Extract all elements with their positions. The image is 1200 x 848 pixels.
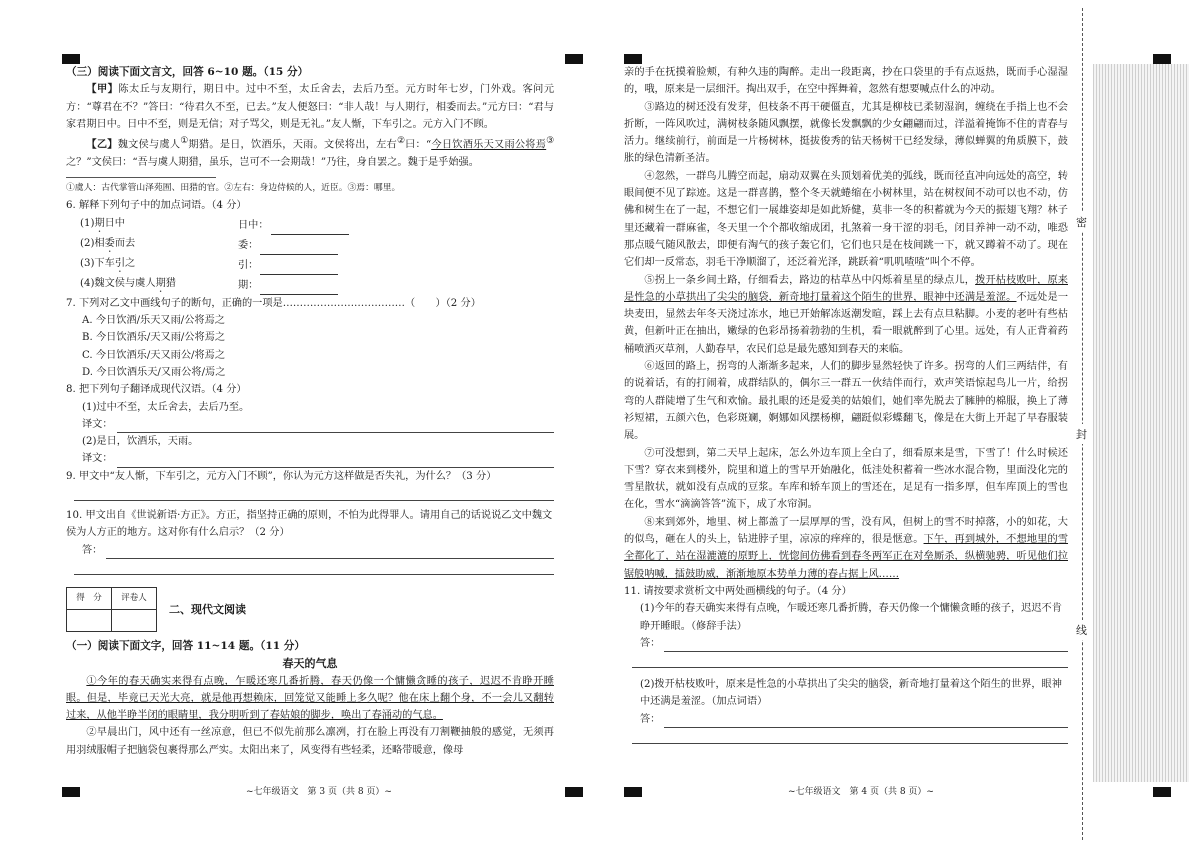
grader-cell[interactable] — [112, 609, 157, 631]
q10-answer-line[interactable] — [74, 559, 554, 575]
score-cell[interactable] — [67, 609, 112, 631]
option-b[interactable]: B. 今日饮酒乐/天又雨/公将焉之 — [82, 332, 226, 344]
corner-mark — [62, 54, 80, 64]
option-c[interactable]: C. 今日饮酒乐/天又雨公/将焉之 — [82, 349, 226, 361]
answer-blank[interactable] — [260, 263, 338, 275]
corner-mark — [1153, 787, 1171, 797]
paragraph-8: ⑧来到郊外，地里、树上都盖了一层厚厚的雪，没有风，但树上的雪不时掉落，小的如花，大的似鸟，砸在人的头上，钻进脖子里，凉凉的痒痒的，很是惬意。下午，再到城外，不想地里的雪全都化了，站在湿漉漉的原野上，恍惚间仿佛看到春冬两军正在对垒厮杀，纵横驰骋，听见他们拉锯般呐喊，擂鼓助威，渐渐地原本势单力薄的春占据上风…… — [624, 516, 1069, 580]
paragraph-2: ②早晨出门，风中还有一丝凉意，但已不似先前那么凛冽，打在脸上再没有刀割鞭抽般的感觉，无须再用羽绒服帽子把脑袋包裹得那么严实。太阳出来了，风变得有些轻柔，还略带暖意，像母 — [66, 727, 554, 756]
essay-title: 春天的气息 — [282, 657, 338, 671]
footnote-divider — [66, 177, 216, 178]
score-label: 得 分 — [67, 587, 112, 609]
q8-answer-2[interactable]: 译文： — [66, 450, 554, 467]
q8-sentence-1: (1)过中不至，太丘舍去，去后乃至。 — [82, 401, 250, 413]
page-footer: ~七年级语文 第 3 页（共 8 页）~ — [246, 787, 392, 797]
passage-jia: 【甲】陈太丘与友期行，期日中。过中不至，太丘舍去，去后乃至。元方时年七岁，门外戏。客问元方：“尊君在不？”答曰：“待君久不至，已去。”友人便怒曰：“非人哉！与人期行，相委而去。”元方曰：“君与家君期日中。日中不至，则是无信；对子骂父，则是无礼。”友人惭，下车引之。元方入门不顾。 — [66, 83, 555, 130]
q10-answer[interactable]: 答： — [66, 542, 554, 559]
paragraph-7: ⑦可没想到，第二天早上起床，怎么外边车顶上全白了，细看原来是雪，下雪了！什么时候还下雪？穿衣来到楼外，院里和道上的雪早开始融化，低洼处积蓄着一些冰水混合物，里面没化完的雪星散状，就如没有点成的豆浆。车库和轿车顶上的雪还在，足足有一指多厚，但车库顶上的雪也在化，雪水“滴滴答答”流下，成了水帘洞。 — [624, 447, 1068, 511]
option-a[interactable]: A. 今日饮酒/乐天又雨/公将焉之 — [82, 315, 225, 327]
question-6: 6. 解释下列句子中的加点词语。（4 分） — [66, 200, 247, 212]
paragraph-4: ④忽然，一群鸟儿腾空而起，扇动双翼在头顶划着优美的弧线，既而径直冲向远处的高空，转眼间便不见了踪迹。这是一群喜鹊，整个冬天就蜷缩在小树林里，站在树杈间不动可以也不动，仿佛和树生在了一起，不想它们一展雄姿却是如此矫健，莫非一冬的积蓄就为今天的振翅飞翔？林子里还藏着一群麻雀，冬天里一个个都收缩成团，扎煞着一身干涩的羽毛，闭目养神一动不动，唯恐那点暖气随风散去，即便有淘气的孩子轰它们，它们也只是在枝间跳一下，就又蹲着不动了。现在它们却一反常态，羽毛干净顺溜了，还泛着光泽，跳跃着“叽叽喳喳”叫个不停。 — [624, 170, 1068, 269]
q11-item-1: (1)今年的春天确实来得有点晚，乍暖还寒几番折腾，春天仍像一个慵懒贪睡的孩子，迟迟不肯睁开睡眼。（修辞手法） — [640, 603, 1062, 632]
paragraph-3: ③路边的树还没有发芽，但枝条不再干硬僵直，尤其是柳枝已柔韧湿润，缠绕在手指上也不会折断，一阵风吹过，满树枝条随风飘摆，就像长发飘飘的少女翩翩而过，洋溢着掩饰不住的青春与活力。继续前行，前面是一片杨树林，挺拔俊秀的钻天杨树干已经发绿，薄似蝉翼的角质膜下，鼓胀的绿色清新圣洁。 — [624, 101, 1068, 165]
q8-sentence-2: (2)是日，饮酒乐，天雨。 — [82, 436, 199, 448]
binding-char: 封 — [1076, 424, 1087, 444]
q11-answer-line[interactable] — [632, 728, 1068, 744]
binding-char: 密 — [1076, 212, 1087, 232]
corner-mark — [624, 54, 642, 64]
option-d[interactable]: D. 今日饮酒乐天/又雨公将/焉之 — [82, 366, 226, 378]
corner-mark — [62, 787, 80, 797]
q9-answer-line[interactable] — [74, 485, 554, 501]
grader-label: 评卷人 — [112, 587, 157, 609]
q8-answer-1[interactable]: 译文： — [66, 416, 554, 433]
question-11: 11. 请按要求赏析文中两处画横线的句子。（4 分） — [624, 585, 852, 597]
q11-answer-line[interactable] — [632, 652, 1068, 668]
paragraph-6: ⑥返回的路上，拐弯的人渐渐多起来，人们的脚步显然轻快了许多。拐弯的人们三两结伴，有的说着话，有的打闹着，成群结队的，偶尔三一群五一伙结伴而行，欢声笑语惊起鸟儿一片，给拐弯的人群陡增了生气和欢愉。最扎眼的还是爱美的姑娘们，她们率先脱去了臃肿的棉服，换上了薄衫短裙，五颜六色，色彩斑斓，婀娜如风摆杨柳，翩跹似彩蝶翻飞，像是在大街上开起了早春服装展。 — [624, 361, 1068, 442]
binding-strip — [1093, 64, 1189, 782]
section-header: （三）阅读下面文言文，回答 6~10 题。（15 分） — [66, 66, 309, 78]
question-10: 10. 甲文出自《世说新语·方正》。方正，指坚持正确的原则，不怕为此得罪人。请用自己的话说说乙文中魏文侯为人方正的地方。这对你有什么启示？（2 分） — [66, 510, 553, 539]
q11-answer-2[interactable]: 答： — [624, 711, 1068, 728]
q6-items: (1)期日中 日中： (2)相委而去 委： (3)下车引之 引： (4)魏文侯与虞人期猎 期： — [66, 215, 554, 295]
question-8: 8. 把下列句子翻译成现代汉语。（4 分） — [66, 384, 247, 396]
corner-mark — [1153, 54, 1171, 64]
q11-item-2: (2)拨开枯枝败叶，原来是性急的小草拱出了尖尖的脑袋，新奇地打量着这个陌生的世界，眼神中还满是羞涩。（加点词语） — [640, 679, 1062, 708]
binding-char: 线 — [1076, 620, 1087, 640]
part-title: 二、现代文阅读 — [169, 602, 246, 616]
page-footer: ~七年级语文 第 4 页（共 8 页）~ — [788, 787, 934, 797]
page-3 — [66, 64, 554, 759]
corner-mark — [624, 787, 642, 797]
question-7: 7. 下列对乙文中画线句子的断句，正确的一项是………………………………（ ）（2 分） — [66, 297, 481, 309]
answer-blank[interactable] — [260, 243, 338, 255]
section-header: （一）阅读下面文字，回答 11~14 题。（11 分） — [66, 639, 305, 652]
paragraph-2-cont: 亲的手在抚摸着脸颊，有种久违的陶醉。走出一段距离，抄在口袋里的手有点返热，既而手心湿湿的，哦，原来是一层细汗。掏出双手，在空中挥舞着，忽然有想要喊点什么的冲动。 — [624, 67, 1068, 96]
passage-yi: 【乙】魏文侯与虞人①期猎。是日，饮酒乐，天雨。文侯将出，左右②曰：“今日饮酒乐天又雨公将焉③之？”文侯曰：“吾与虞人期猎，虽乐，岂可不一会期哉！”乃往，身自罢之。魏于是乎始强。 — [66, 136, 555, 168]
q11-answer-1[interactable]: 答： — [624, 635, 1068, 652]
answer-blank[interactable] — [260, 283, 338, 295]
page-4 — [624, 64, 1068, 744]
score-box — [66, 587, 554, 632]
corner-mark — [565, 54, 583, 64]
paragraph-1: ①今年的春天确实来得有点晚，乍暖还寒几番折腾，春天仍像一个慵懒贪睡的孩子，迟迟不肯睁开睡眼。但是，毕竟已天光大亮，就是他再想赖床，回笼觉又能睡上多久呢？他在床上翻个身，不一会儿又翻转过来，从他半睁半闭的眼睛里，我分明听到了春姑娘的脚步，唤出了春涌动的气息。 — [66, 675, 554, 722]
underlined-sentence: 今日饮酒乐天又雨公将焉 — [431, 139, 547, 151]
corner-mark — [565, 787, 583, 797]
paragraph-5: ⑤拐上一条乡间土路，仔细看去，路边的枯草丛中闪烁着星星的绿点儿，拨开枯枝败叶，原来是性急的小草拱出了尖尖的脑袋，新奇地打量着这个陌生的世界，眼神中还满是羞涩。不远处是一块麦田，显然去年冬天浇过冻水，地已开始解冻返潮发暄，踩上去有点旦粘脚。小麦的老叶有些枯黄，但新叶正在抽出，嫩绿的色彩昂扬着勃勃的生机，看一眼就醉到了心里。远处，有人正背着药桶喷洒灭草剂，人勤春早，农民们总是最先感知到春天的来临。 — [624, 274, 1069, 355]
answer-blank[interactable] — [271, 223, 349, 235]
question-9: 9. 甲文中“友人惭，下车引之，元方入门不顾”，你认为元方这样做是否失礼，为什么？（3 分） — [66, 470, 497, 482]
footnote: ①虞人：古代掌管山泽苑囿、田猎的官。②左右：身边侍候的人，近臣。③焉：哪里。 — [66, 183, 401, 194]
